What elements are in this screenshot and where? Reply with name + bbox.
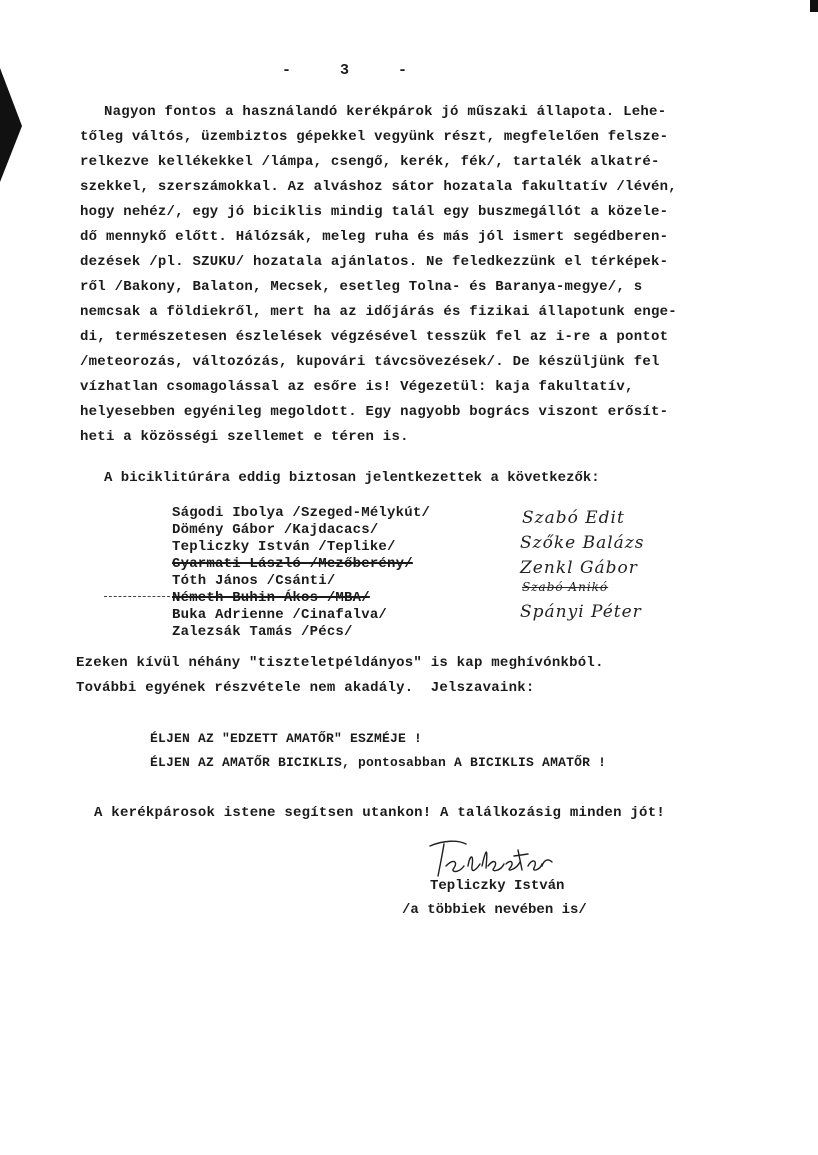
participant-entry-struck: Gyarmati László /Mezőberény/ [172, 556, 413, 572]
participant-entry-struck: Németh Buhin Ákos /MBA/ [172, 590, 370, 606]
dashed-margin-mark [104, 596, 170, 597]
closing-line: További egyének részvétele nem akadály. Jelszavaink: [76, 680, 535, 696]
paragraph-line: dezések /pl. SZUKU/ hozatala ajánlatos. Ne feledkezzünk el térképek- [80, 254, 669, 270]
paragraph-line: di, természetesen észlelések végzésével tesszük fel az i-re a pontot [80, 329, 669, 345]
participant-entry: Tóth János /Csánti/ [172, 573, 336, 589]
handwritten-name: Szabó Edit [522, 508, 625, 528]
handwritten-name: Spányi Péter [520, 602, 642, 622]
slogan: ÉLJEN AZ AMATŐR BICIKLIS, pontosabban A BICIKLIS AMATŐR ! [150, 755, 607, 770]
paragraph-line: ről /Bakony, Balaton, Mecsek, esetleg Tolna- és Baranya-megye/, s [80, 279, 643, 295]
handwritten-name-struck: Szabó Anikó [522, 580, 609, 594]
paragraph-line: /meteorozás, változózás, kupovári távcsövezések/. De készüljünk fel [80, 354, 660, 370]
participant-entry: Zalezsák Tamás /Pécs/ [172, 624, 353, 640]
scan-edge-mark [0, 68, 22, 182]
paragraph-line: szekkel, szerszámokkal. Az alváshoz sátor hozatala fakultatív /lévén, [80, 179, 677, 195]
participant-entry: Tepliczky István /Teplike/ [172, 539, 396, 555]
paragraph-line: tőleg váltós, üzembiztos gépekkel vegyünk részt, megfelelően felsze- [80, 129, 669, 145]
paragraph-line: nemcsak a földiekről, mert ha az időjárás és fizikai állapotunk enge- [80, 304, 677, 320]
scan-corner-mark [810, 0, 818, 12]
handwritten-name: Zenkl Gábor [520, 558, 638, 578]
paragraph-line: helyesebben egyénileg megoldott. Egy nagyobb bogrács viszont erősít- [80, 404, 669, 420]
participants-intro: A biciklitúrára eddig biztosan jelentkezettek a következők: [104, 470, 600, 486]
closing-line: Ezeken kívül néhány "tiszteletpéldányos" is kap meghívónkból. [76, 655, 604, 671]
signer-note: /a többiek nevében is/ [402, 902, 587, 918]
handwritten-name: Szőke Balázs [520, 533, 645, 553]
paragraph-line: heti a közösségi szellemet e téren is. [80, 429, 409, 445]
paragraph-line: relkezve kellékekkel /lámpa, csengő, kerék, fék/, tartalék alkatré- [80, 154, 660, 170]
slogan: ÉLJEN AZ "EDZETT AMATŐR" ESZMÉJE ! [150, 731, 423, 746]
paragraph-line: dő mennykő előtt. Hálózsák, meleg ruha és más jól ismert segédberen- [80, 229, 669, 245]
paragraph-line: vízhatlan csomagolással az esőre is! Végezetül: kaja fakultatív, [80, 379, 634, 395]
paragraph-line: Nagyon fontos a használandó kerékpárok jó műszaki állapota. Lehe- [104, 104, 667, 120]
farewell-line: A kerékpárosok istene segítsen utankon! A találkozásig minden jót! [94, 805, 665, 821]
participant-entry: Dömény Gábor /Kajdacacs/ [172, 522, 379, 538]
paragraph-line: hogy nehéz/, egy jó biciklis mindig talál egy buszmegállót a közele- [80, 204, 669, 220]
handwritten-signature [424, 836, 554, 882]
participant-entry: Buka Adrienne /Cinafalva/ [172, 607, 388, 623]
participant-entry: Ságodi Ibolya /Szeged-Mélykút/ [172, 505, 431, 521]
page-number: - 3 - [282, 62, 428, 79]
signer-name: Tepliczky István [430, 878, 565, 894]
